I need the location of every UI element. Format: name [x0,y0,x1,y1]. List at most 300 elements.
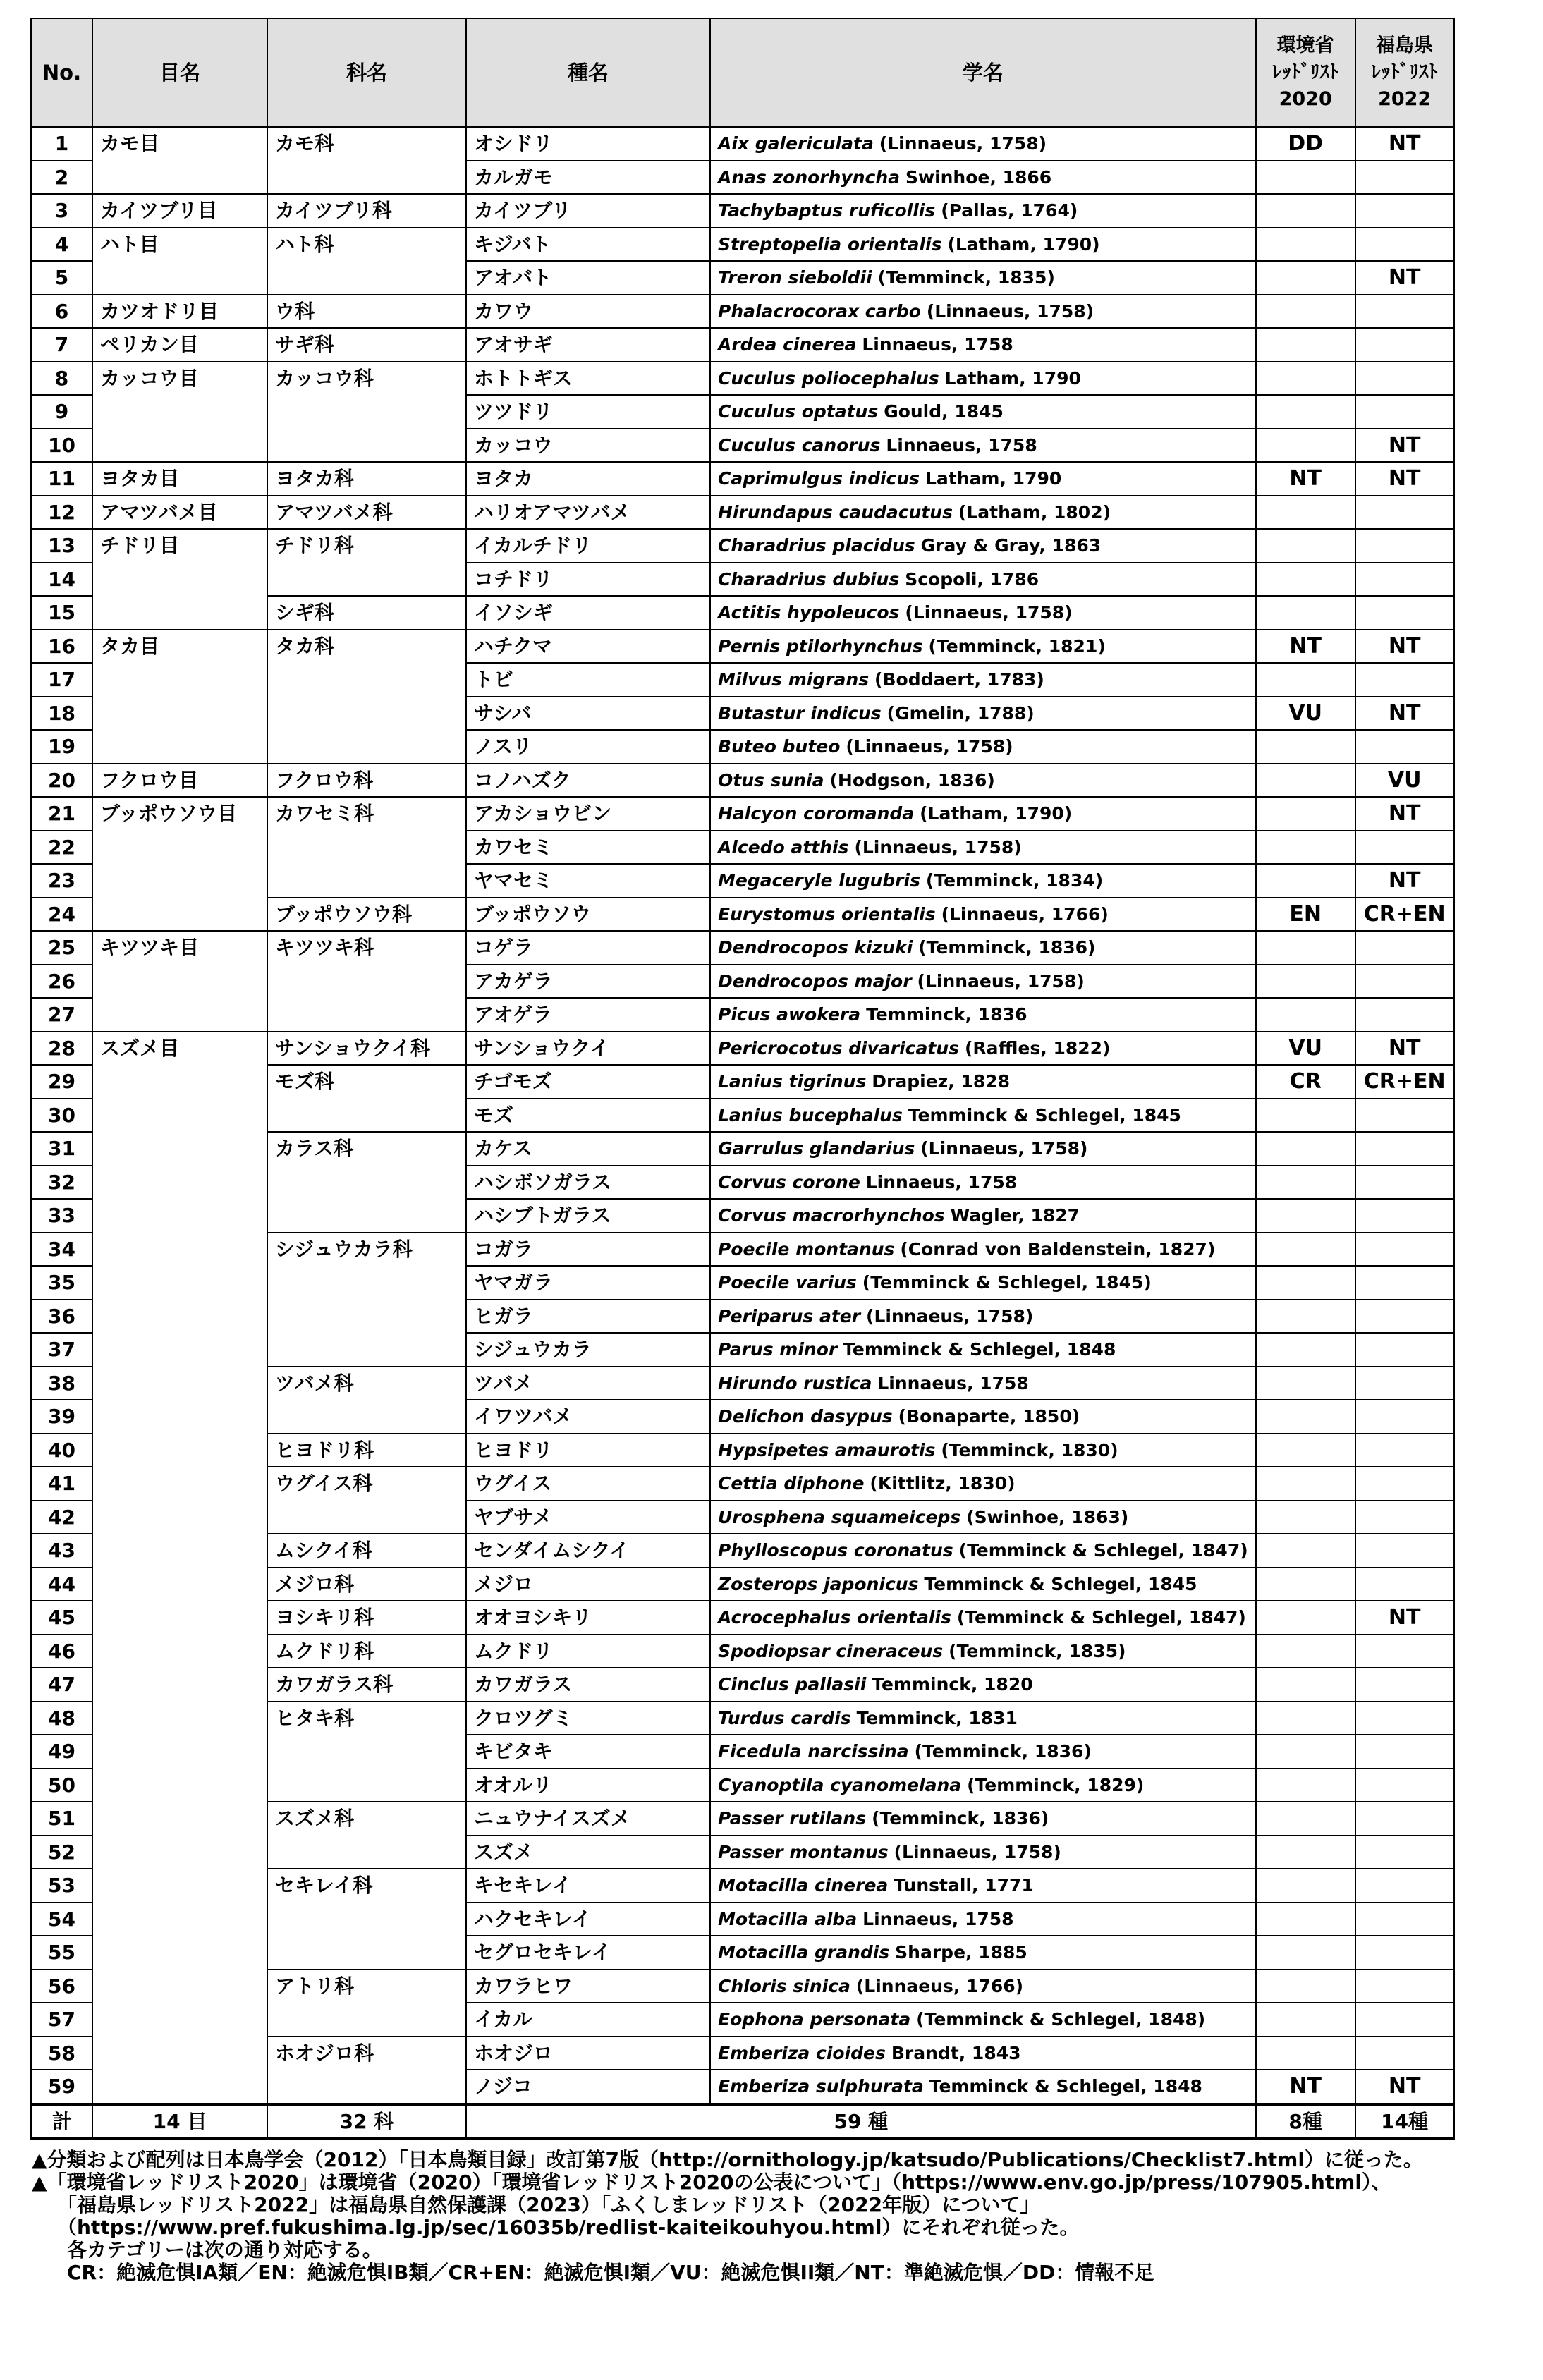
table-row [31,630,1454,664]
row-number: 26 [31,965,92,999]
env-redlist-category [1256,2003,1355,2037]
fukushima-redlist-category [1355,1936,1454,1970]
scientific-name [710,2037,1256,2070]
scientific-name [710,1467,1256,1501]
family-name: カイツブリ科 [267,194,466,228]
scientific-authority: Linnaeus, 1758 [862,334,1013,355]
scientific-authority: (Temminck, 1836) [872,1808,1049,1829]
row-number: 5 [31,261,92,295]
row-number: 46 [31,1635,92,1668]
order-name: カイツブリ目 [92,194,267,228]
scientific-name [710,931,1256,965]
family-name: フクロウ科 [267,764,466,798]
species-name: サシバ [466,697,710,731]
row-number: 38 [31,1367,92,1400]
scientific-authority: Latham, 1790 [925,468,1062,489]
species-name: カケス [466,1132,710,1166]
scientific-authority: (Temminck, 1835) [877,267,1055,288]
fukushima-redlist-category [1355,194,1454,228]
family-name: ホオジロ科 [267,2037,466,2104]
scientific-name [710,1400,1256,1434]
row-number: 36 [31,1300,92,1334]
total-species: 59 種 [466,2104,1256,2140]
family-name: ヨタカ科 [267,462,466,496]
scientific-genus-species: Pericrocotus divaricatus [718,1037,960,1058]
row-number: 28 [31,1032,92,1066]
scientific-authority: Drapiez, 1828 [872,1071,1010,1092]
family-name: アマツバメ科 [267,496,466,530]
fukushima-redlist-category [1355,1702,1454,1735]
scientific-name [710,563,1256,597]
fukushima-redlist-category [1355,1501,1454,1534]
scientific-name [710,1668,1256,1702]
env-redlist-category [1256,1869,1355,1903]
env-redlist-category [1256,261,1355,295]
fukushima-redlist-category [1355,730,1454,764]
species-name: ヤブサメ [466,1501,710,1534]
fukushima-redlist-category: NT [1355,1601,1454,1635]
species-name: アオバト [466,261,710,295]
env-redlist-category [1256,965,1355,999]
env-redlist-category [1256,1635,1355,1668]
row-number: 13 [31,529,92,563]
scientific-name [710,261,1256,295]
env-redlist-category [1256,529,1355,563]
scientific-authority: (Linnaeus, 1766) [941,903,1109,924]
env-redlist-category [1256,1099,1355,1133]
species-name: ブッポウソウ [466,898,710,932]
row-number: 14 [31,563,92,597]
scientific-name [710,1635,1256,1668]
scientific-authority: Temminck & Schlegel, 1845 [924,1573,1197,1594]
family-name: モズ科 [267,1065,466,1132]
header-env-line3: 2020 [1279,88,1332,110]
header-fuk-line1: 福島県 [1376,35,1434,56]
row-number: 9 [31,395,92,429]
order-name: タカ目 [92,630,267,764]
scientific-authority: Sharpe, 1885 [895,1942,1027,1963]
env-redlist-category [1256,1769,1355,1802]
env-redlist-category [1256,1467,1355,1501]
scientific-genus-species: Tachybaptus ruficollis [718,200,936,221]
species-name: キビタキ [466,1735,710,1769]
fukushima-redlist-category [1355,1434,1454,1467]
scientific-name [710,462,1256,496]
species-name: キジバト [466,228,710,262]
species-name: イソシギ [466,596,710,630]
family-name: ウグイス科 [267,1467,466,1534]
scientific-name [710,1367,1256,1400]
species-name: ヒガラ [466,1300,710,1334]
species-name: カワラヒワ [466,1970,710,2003]
header-species: 種名 [466,18,710,127]
header-no: No. [31,18,92,127]
order-name: カツオドリ目 [92,295,267,329]
scientific-genus-species: Treron sieboldii [718,267,872,288]
env-redlist-category [1256,2037,1355,2070]
row-number: 4 [31,228,92,262]
scientific-authority: (Latham, 1790) [920,803,1073,824]
species-name: トビ [466,663,710,697]
env-redlist-category [1256,1333,1355,1367]
scientific-authority: (Linnaeus, 1758) [854,836,1022,858]
scientific-genus-species: Buteo buteo [718,736,841,757]
scientific-name [710,998,1256,1032]
species-name: ツバメ [466,1367,710,1400]
scientific-genus-species: Zosterops japonicus [718,1573,919,1594]
env-redlist-category [1256,1400,1355,1434]
scientific-genus-species: Hypsipetes amaurotis [718,1439,936,1460]
order-name: キツツキ目 [92,931,267,1032]
scientific-genus-species: Dendrocopos kizuki [718,937,913,958]
env-redlist-category [1256,1166,1355,1200]
fukushima-redlist-category [1355,1802,1454,1836]
family-name: タカ科 [267,630,466,764]
species-name: ヤマセミ [466,864,710,898]
row-number: 51 [31,1802,92,1836]
scientific-genus-species: Ficedula narcissina [718,1741,909,1762]
env-redlist-category [1256,1802,1355,1836]
order-name: ペリカン目 [92,328,267,362]
fukushima-redlist-category [1355,998,1454,1032]
table-row [31,194,1454,228]
fukushima-redlist-category [1355,2037,1454,2070]
species-name: メジロ [466,1568,710,1601]
scientific-name [710,194,1256,228]
species-name: クロツグミ [466,1702,710,1735]
scientific-authority: Latham, 1790 [944,367,1081,389]
scientific-name [710,1333,1256,1367]
scientific-genus-species: Spodiopsar cineraceus [718,1640,944,1661]
scientific-name [710,328,1256,362]
header-env-line1: 環境省 [1276,35,1334,56]
species-name: センダイムシクイ [466,1534,710,1568]
header-row [31,18,1454,127]
species-name: ハシボソガラス [466,1166,710,1200]
env-redlist-category: CR [1256,1065,1355,1099]
scientific-genus-species: Cuculus poliocephalus [718,367,939,389]
env-redlist-category: VU [1256,1032,1355,1066]
scientific-genus-species: Picus awokera [718,1004,861,1025]
scientific-authority: Wagler, 1827 [950,1205,1080,1226]
scientific-genus-species: Pernis ptilorhynchus [718,635,923,657]
fukushima-redlist-category [1355,931,1454,965]
fukushima-redlist-category [1355,1300,1454,1334]
scientific-genus-species: Poecile montanus [718,1238,895,1259]
fukushima-redlist-category [1355,228,1454,262]
note-line-1: ▲分類および配列は日本鳥学会（2012）「日本鳥類目録」改訂第7版（http://ornithology.jp/katsudo/Publications/Checklist7.html）に従った。 [32,2148,1423,2171]
header-family: 科名 [267,18,466,127]
fukushima-redlist-category: VU [1355,764,1454,798]
env-redlist-category [1256,1367,1355,1400]
env-redlist-category [1256,429,1355,463]
scientific-genus-species: Cinclus pallasii [718,1674,867,1695]
fukushima-redlist-category [1355,663,1454,697]
fukushima-redlist-category [1355,395,1454,429]
row-number: 23 [31,864,92,898]
scientific-name [710,1065,1256,1099]
scientific-genus-species: Actitis hypoleucos [718,602,900,623]
scientific-name [710,1434,1256,1467]
scientific-name [710,1869,1256,1903]
row-number: 25 [31,931,92,965]
scientific-genus-species: Streptopelia orientalis [718,233,942,255]
species-name: イカル [466,2003,710,2037]
row-number: 15 [31,596,92,630]
fukushima-redlist-category: NT [1355,462,1454,496]
scientific-authority: Linnaeus, 1758 [886,434,1037,456]
scientific-name [710,1769,1256,1802]
env-redlist-category [1256,831,1355,865]
scientific-genus-species: Hirundo rustica [718,1372,872,1393]
species-table [30,18,1455,2140]
scientific-name [710,596,1256,630]
species-name: イワツバメ [466,1400,710,1434]
row-number: 59 [31,2070,92,2104]
env-redlist-category: NT [1256,2070,1355,2104]
row-number: 55 [31,1936,92,1970]
table-row [31,462,1454,496]
scientific-name [710,1601,1256,1635]
env-redlist-category [1256,931,1355,965]
scientific-genus-species: Halcyon coromanda [718,803,915,824]
scientific-name [710,697,1256,731]
row-number: 37 [31,1333,92,1367]
row-number: 58 [31,2037,92,2070]
row-number: 2 [31,161,92,195]
scientific-authority: (Latham, 1802) [958,501,1111,523]
env-redlist-category [1256,764,1355,798]
scientific-name [710,1568,1256,1601]
row-number: 27 [31,998,92,1032]
scientific-genus-species: Corvus corone [718,1171,860,1192]
family-name: カラス科 [267,1132,466,1233]
total-label: 計 [31,2104,92,2140]
note-line-3: 「福島県レッドリスト2022」は福島県自然保護課（2023）「ふくしまレッドリスト（2022年版）について」 [57,2193,1040,2216]
scientific-genus-species: Eophona personata [718,2009,911,2030]
fukushima-redlist-category [1355,1467,1454,1501]
species-name: モズ [466,1099,710,1133]
family-name: ヒヨドリ科 [267,1434,466,1467]
scientific-name [710,1534,1256,1568]
family-name: カモ科 [267,127,466,194]
family-name: カッコウ科 [267,362,466,463]
species-name: オシドリ [466,127,710,161]
row-number: 22 [31,831,92,865]
scientific-name [710,663,1256,697]
env-redlist-category [1256,998,1355,1032]
family-name: シギ科 [267,596,466,630]
total-fukushima: 14種 [1355,2104,1454,2140]
env-redlist-category: NT [1256,462,1355,496]
species-name: カワウ [466,295,710,329]
row-number: 54 [31,1903,92,1936]
scientific-name [710,965,1256,999]
row-number: 34 [31,1233,92,1267]
scientific-genus-species: Hirundapus caudacutus [718,501,953,523]
order-name: アマツバメ目 [92,496,267,530]
footnotes [32,2149,1423,2284]
total-env: 8種 [1256,2104,1355,2140]
row-number: 48 [31,1702,92,1735]
scientific-genus-species: Phalacrocorax carbo [718,300,921,322]
scientific-authority: (Linnaeus, 1758) [846,736,1013,757]
order-name: チドリ目 [92,529,267,630]
row-number: 32 [31,1166,92,1200]
scientific-genus-species: Motacilla grandis [718,1942,890,1963]
scientific-genus-species: Turdus cardis [718,1707,851,1728]
fukushima-redlist-category: CR+EN [1355,1065,1454,1099]
fukushima-redlist-category: NT [1355,697,1454,731]
scientific-genus-species: Cettia diphone [718,1473,865,1494]
scientific-name [710,496,1256,530]
scientific-name [710,630,1256,664]
species-name: ハシブトガラス [466,1199,710,1233]
fukushima-redlist-category [1355,328,1454,362]
total-families: 32 科 [267,2104,466,2140]
scientific-genus-species: Butastur indicus [718,702,882,724]
row-number: 35 [31,1266,92,1300]
row-number: 50 [31,1769,92,1802]
table-body [31,127,1454,2104]
scientific-name [710,1266,1256,1300]
row-number: 49 [31,1735,92,1769]
scientific-authority: Tunstall, 1771 [894,1875,1034,1896]
row-number: 16 [31,630,92,664]
scientific-authority: Temminck & Schlegel, 1848 [843,1339,1116,1360]
species-name: ホトトギス [466,362,710,396]
scientific-genus-species: Ardea cinerea [718,334,857,355]
scientific-genus-species: Motacilla cinerea [718,1875,889,1896]
species-name: カルガモ [466,161,710,195]
family-name: カワセミ科 [267,797,466,898]
env-redlist-category: NT [1256,630,1355,664]
fukushima-redlist-category: NT [1355,2070,1454,2104]
fukushima-redlist-category: NT [1355,797,1454,831]
env-redlist-category [1256,1199,1355,1233]
species-name: ムクドリ [466,1635,710,1668]
scientific-genus-species: Passer rutilans [718,1808,867,1829]
row-number: 21 [31,797,92,831]
env-redlist-category [1256,1970,1355,2003]
table-row [31,529,1454,563]
family-name: ハト科 [267,228,466,295]
order-name: スズメ目 [92,1032,267,2104]
fukushima-redlist-category [1355,1769,1454,1802]
fukushima-redlist-category [1355,1836,1454,1869]
fukushima-redlist-category [1355,1400,1454,1434]
env-redlist-category [1256,395,1355,429]
env-redlist-category [1256,1434,1355,1467]
env-redlist-category: EN [1256,898,1355,932]
row-number: 11 [31,462,92,496]
scientific-genus-species: Cuculus canorus [718,434,881,456]
scientific-name [710,228,1256,262]
order-name: カモ目 [92,127,267,194]
species-name: チゴモズ [466,1065,710,1099]
scientific-genus-species: Urosphena squameiceps [718,1506,961,1527]
species-name: ツツドリ [466,395,710,429]
scientific-authority: (Kittlitz, 1830) [870,1473,1016,1494]
fukushima-redlist-category [1355,295,1454,329]
row-number: 7 [31,328,92,362]
row-number: 1 [31,127,92,161]
species-name: ハリオアマツバメ [466,496,710,530]
family-name: サギ科 [267,328,466,362]
fukushima-redlist-category [1355,1568,1454,1601]
scientific-name [710,2003,1256,2037]
scientific-name [710,764,1256,798]
table-row [31,1032,1454,1066]
scientific-name [710,362,1256,396]
header-env-line2: ﾚｯﾄﾞﾘｽﾄ [1271,61,1339,83]
scientific-genus-species: Dendrocopos major [718,970,912,991]
scientific-genus-species: Emberiza cioides [718,2042,886,2063]
scientific-name [710,1903,1256,1936]
species-name: コチドリ [466,563,710,597]
scientific-name [710,127,1256,161]
scientific-authority: Temminck & Schlegel, 1848 [929,2076,1202,2097]
scientific-genus-species: Lanius bucephalus [718,1104,903,1125]
fukushima-redlist-category [1355,1668,1454,1702]
header-scientific-name: 学名 [710,18,1256,127]
species-name: カワセミ [466,831,710,865]
scientific-authority: Temminck, 1836 [866,1004,1027,1025]
fukushima-redlist-category [1355,1735,1454,1769]
scientific-name [710,529,1256,563]
family-name: セキレイ科 [267,1869,466,1970]
family-name: キツツキ科 [267,931,466,1032]
species-name: ノジコ [466,2070,710,2104]
row-number: 53 [31,1869,92,1903]
scientific-name [710,1099,1256,1133]
fukushima-redlist-category [1355,529,1454,563]
row-number: 20 [31,764,92,798]
row-number: 40 [31,1434,92,1467]
row-number: 44 [31,1568,92,1601]
scientific-authority: (Boddaert, 1783) [874,669,1044,690]
scientific-genus-species: Periparus ater [718,1305,861,1326]
scientific-genus-species: Garrulus glandarius [718,1138,915,1159]
species-name: キセキレイ [466,1869,710,1903]
env-redlist-category [1256,295,1355,329]
env-redlist-category [1256,563,1355,597]
table-row [31,328,1454,362]
env-redlist-category [1256,194,1355,228]
fukushima-redlist-category [1355,1635,1454,1668]
scientific-authority: (Linnaeus, 1766) [855,1975,1024,1996]
env-redlist-category [1256,1936,1355,1970]
env-redlist-category: DD [1256,127,1355,161]
row-number: 33 [31,1199,92,1233]
scientific-authority: Gray & Gray, 1863 [920,535,1102,556]
family-name: ブッポウソウ科 [267,898,466,932]
fukushima-redlist-category [1355,1333,1454,1367]
row-number: 45 [31,1601,92,1635]
species-name: カワガラス [466,1668,710,1702]
species-name: アオサギ [466,328,710,362]
scientific-genus-species: Anas zonorhyncha [718,166,901,188]
species-name: ヤマガラ [466,1266,710,1300]
scientific-genus-species: Acrocephalus orientalis [718,1607,951,1628]
scientific-authority: (Conrad von Baldenstein, 1827) [900,1238,1216,1259]
fukushima-redlist-category [1355,965,1454,999]
fukushima-redlist-category: NT [1355,630,1454,664]
species-name: ニュウナイスズメ [466,1802,710,1836]
row-number: 12 [31,496,92,530]
scientific-authority: (Temminck, 1836) [918,937,1096,958]
scientific-name [710,1501,1256,1534]
